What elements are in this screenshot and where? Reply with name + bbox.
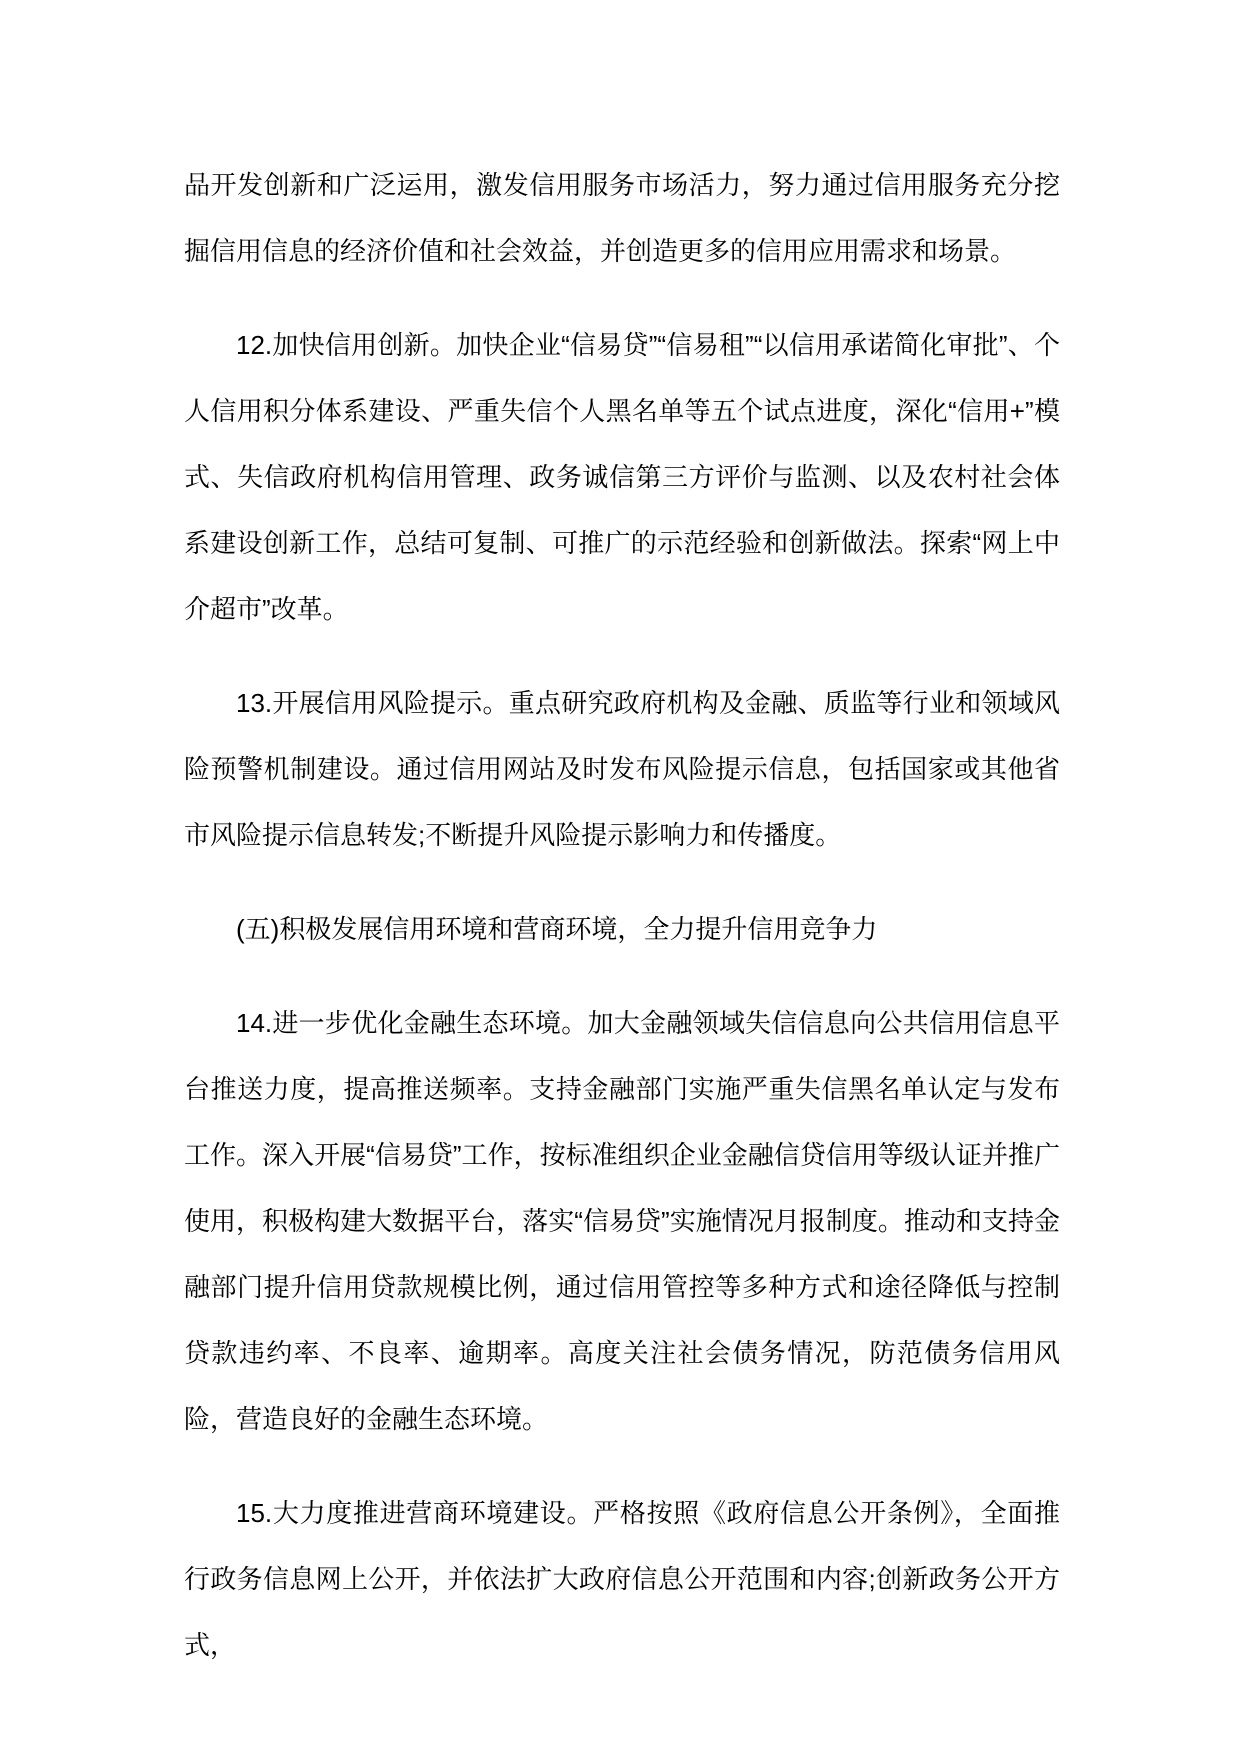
section-heading-5: (五)积极发展信用环境和营商环境，全力提升信用竞争力 [236, 914, 878, 944]
paragraph-item-13: 13.开展信用风险提示。重点研究政府机构及金融、质监等行业和领域风险预警机制建设。通过信用网站及时发布风险提示信息，包括国家或其他省市风险提示信息转发;不断提升风险提示影响力和传播度。 [184, 688, 1060, 850]
paragraph-continuation: 品开发创新和广泛运用，激发信用服务市场活力，努力通过信用服务充分挖掘信用信息的经济价值和社会效益，并创造更多的信用应用需求和场景。 [184, 170, 1060, 266]
paragraph-item-14: 14.进一步优化金融生态环境。加大金融领域失信信息向公共信用信息平台推送力度，提高推送频率。支持金融部门实施严重失信黑名单认定与发布工作。深入开展“信易贷”工作，按标准组织企业金融信贷信用等级认证并推广使用，积极构建大数据平台，落实“信易贷”实施情况月报制度。推动和支持金融部门提升信用贷款规模比例，通过信用管控等多种方式和途径降低与控制贷款违约率、不良率、逾期率。高度关注社会债务情况，防范债务信用风险，营造良好的金融生态环境。 [184, 1008, 1060, 1434]
paragraph-item-12: 12.加快信用创新。加快企业“信易贷”“信易租”“以信用承诺简化审批”、个人信用积分体系建设、严重失信个人黑名单等五个试点进度，深化“信用+”模式、失信政府机构信用管理、政务诚信第三方评价与监测、以及农村社会体系建设创新工作，总结可复制、可推广的示范经验和创新做法。探索“网上中介超市”改革。 [184, 330, 1060, 624]
paragraph-item-15: 15.大力度推进营商环境建设。严格按照《政府信息公开条例》，全面推行政务信息网上公开，并依法扩大政府信息公开范围和内容;创新政务公开方式， [184, 1498, 1060, 1660]
